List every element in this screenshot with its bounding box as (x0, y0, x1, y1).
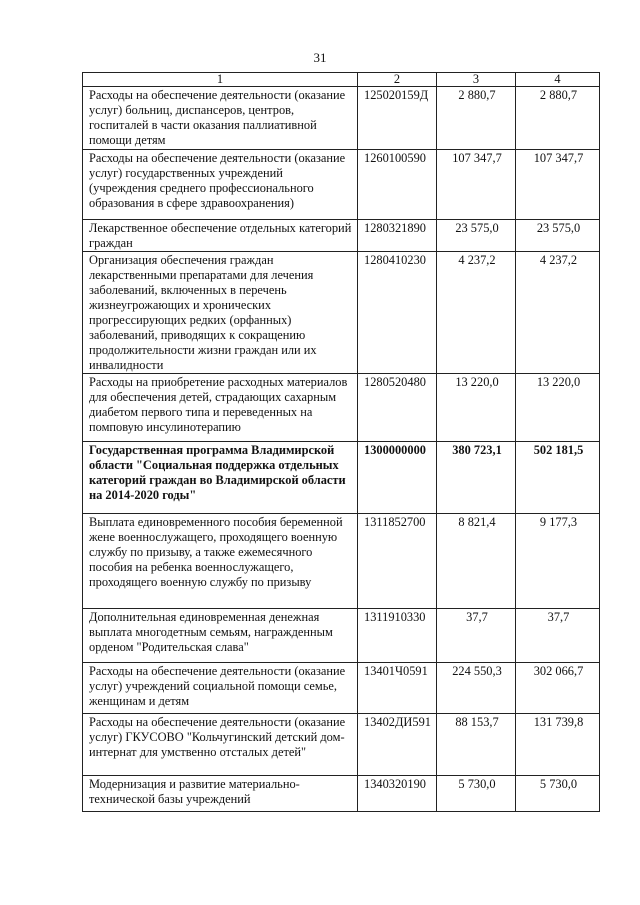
row-code: 1340320190 (358, 776, 437, 812)
row-name: Расходы на обеспечение деятельности (оказание услуг) больниц, диспансеров, центров, госпиталей в части оказания паллиативной помощи детям (83, 87, 358, 150)
row-value-1: 37,7 (437, 609, 516, 663)
row-name: Расходы на обеспечение деятельности (оказание услуг) ГКУСОВО "Кольчугинский детский дом-интернат для умственно отсталых детей" (83, 714, 358, 776)
row-code: 13401Ч0591 (358, 663, 437, 714)
row-value-2: 37,7 (516, 609, 600, 663)
row-value-1: 380 723,1 (437, 442, 516, 514)
row-value-2: 13 220,0 (516, 374, 600, 442)
row-value-2: 23 575,0 (516, 220, 600, 252)
row-value-1: 107 347,7 (437, 150, 516, 220)
row-name: Расходы на приобретение расходных материалов для обеспечения детей, страдающих сахарным диабетом первого типа и переведенных на помповую инсулинотерапию (83, 374, 358, 442)
table-row (83, 714, 600, 776)
row-value-2: 302 066,7 (516, 663, 600, 714)
table-row (83, 252, 600, 374)
row-value-1: 8 821,4 (437, 514, 516, 609)
table-row (83, 663, 600, 714)
table-row (83, 87, 600, 150)
row-code: 125020159Д (358, 87, 437, 150)
row-value-1: 23 575,0 (437, 220, 516, 252)
row-value-2: 107 347,7 (516, 150, 600, 220)
row-name: Государственная программа Владимирской области "Социальная поддержка отдельных категорий граждан во Владимирской области на 2014-2020 годы" (83, 442, 358, 514)
row-code: 1280321890 (358, 220, 437, 252)
header-row (83, 73, 600, 87)
budget-table (82, 72, 600, 812)
row-code: 1311852700 (358, 514, 437, 609)
table-row (83, 514, 600, 609)
row-value-2: 5 730,0 (516, 776, 600, 812)
row-value-1: 5 730,0 (437, 776, 516, 812)
row-value-2: 2 880,7 (516, 87, 600, 150)
row-name: Расходы на обеспечение деятельности (оказание услуг) государственных учреждений (учреждения среднего профессионального образования в сфере здравоохранения) (83, 150, 358, 220)
row-value-2: 131 739,8 (516, 714, 600, 776)
row-value-1: 13 220,0 (437, 374, 516, 442)
table-row (83, 220, 600, 252)
row-value-1: 88 153,7 (437, 714, 516, 776)
page-number: 31 (313, 50, 327, 65)
table-row (83, 776, 600, 812)
header-col-2: 2 (358, 73, 437, 87)
row-code: 13402ДИ591 (358, 714, 437, 776)
row-code: 1280520480 (358, 374, 437, 442)
row-code: 1260100590 (358, 150, 437, 220)
row-value-2: 9 177,3 (516, 514, 600, 609)
row-value-2: 4 237,2 (516, 252, 600, 374)
row-name: Лекарственное обеспечение отдельных категорий граждан (83, 220, 358, 252)
row-name: Выплата единовременного пособия беременной жене военнослужащего, проходящего военную службу по призыву, а также ежемесячного пособия на ребенка военнослужащего, проходящего военную службу по призыву (83, 514, 358, 609)
row-name: Организация обеспечения граждан лекарственными препаратами для лечения заболеваний, включенных в перечень жизнеугрожающих и хронических прогрессирующих редких (орфанных) заболеваний, приводящих к сокращению продолжительности жизни граждан или их инвалидности (83, 252, 358, 374)
table-row (83, 609, 600, 663)
header-col-4: 4 (516, 73, 600, 87)
header-col-1: 1 (83, 73, 358, 87)
row-value-1: 4 237,2 (437, 252, 516, 374)
row-code: 1311910330 (358, 609, 437, 663)
table-row-program (83, 442, 600, 514)
row-name: Расходы на обеспечение деятельности (оказание услуг) учреждений социальной помощи семье, женщинам и детям (83, 663, 358, 714)
row-code: 1300000000 (358, 442, 437, 514)
row-value-2: 502 181,5 (516, 442, 600, 514)
row-value-1: 224 550,3 (437, 663, 516, 714)
table-row (83, 374, 600, 442)
row-code: 1280410230 (358, 252, 437, 374)
table-row (83, 150, 600, 220)
header-col-3: 3 (437, 73, 516, 87)
row-name: Модернизация и развитие материально-технической базы учреждений (83, 776, 358, 812)
row-name: Дополнительная единовременная денежная выплата многодетным семьям, награжденным орденом "Родительская слава" (83, 609, 358, 663)
row-value-1: 2 880,7 (437, 87, 516, 150)
